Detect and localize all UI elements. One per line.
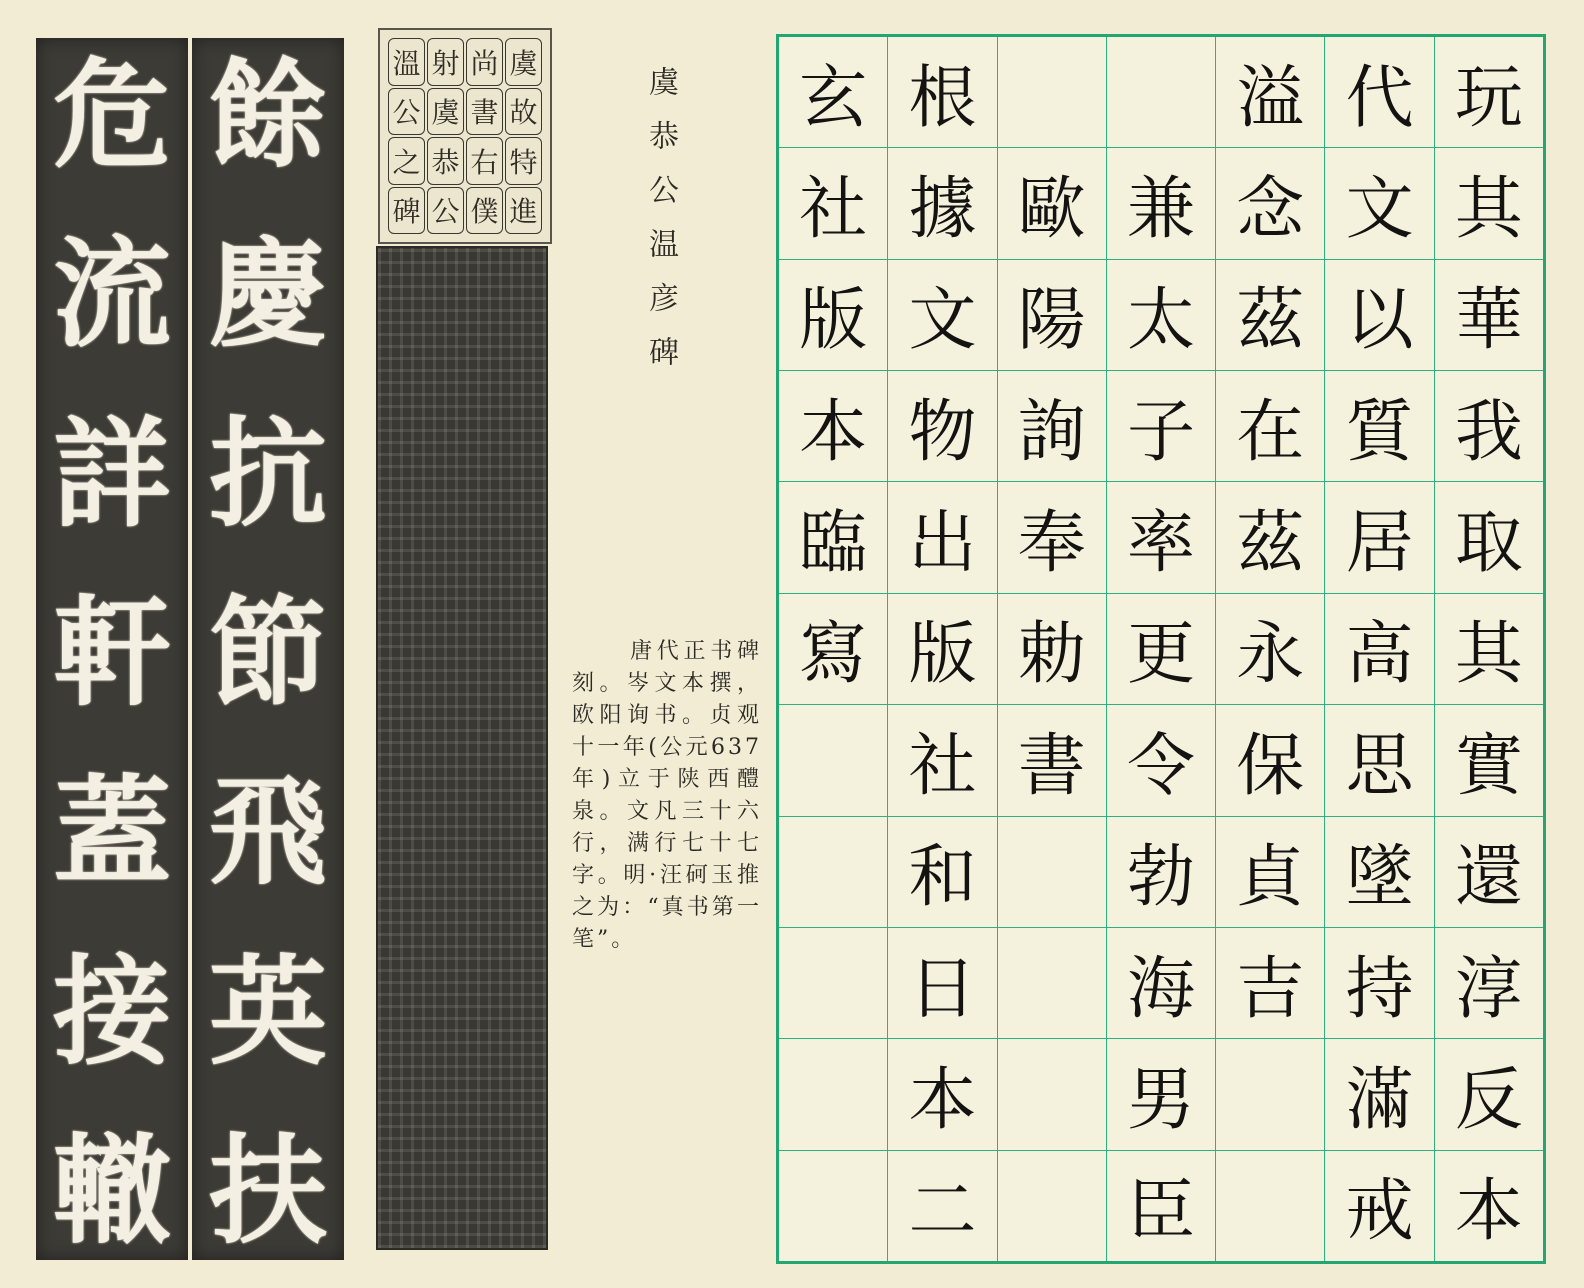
grid-cell: 念 — [1216, 147, 1324, 258]
grid-cell: 在 — [1216, 370, 1324, 481]
grid-cell: 太 — [1107, 259, 1215, 370]
grid-cell — [779, 1038, 887, 1149]
grid-cell: 勅 — [998, 593, 1106, 704]
grid-cell — [779, 1150, 887, 1261]
grid-cell — [779, 704, 887, 815]
grid-cell: 永 — [1216, 593, 1324, 704]
grid-cell: 更 — [1107, 593, 1215, 704]
grid-cell: 詢 — [998, 370, 1106, 481]
grid-cell: 玩 — [1454, 58, 1523, 138]
grid-cell: 文 — [1325, 147, 1433, 258]
seal-character: 溫 — [388, 38, 425, 86]
grid-cell: 戒 — [1325, 1150, 1433, 1261]
grid-cell: 勃 — [1107, 816, 1215, 927]
grid-cell: 其 — [1435, 147, 1543, 258]
rubbing-character: 危 — [52, 45, 171, 184]
grid-cell: 奉 — [998, 481, 1106, 592]
grid-cell: 吉 — [1216, 927, 1324, 1038]
grid-cell: 書 — [998, 704, 1106, 815]
rubbing-strip-right — [192, 38, 344, 1260]
grid-column — [1106, 37, 1215, 1261]
grid-cell — [1216, 1150, 1324, 1261]
grid-cell: 還 — [1435, 816, 1543, 927]
grid-cell — [779, 816, 887, 927]
grid-cell: 和 — [888, 816, 996, 927]
grid-cell: 思 — [1325, 704, 1433, 815]
grid-cell: 男 — [1107, 1038, 1215, 1149]
grid-cell: 代 — [1345, 58, 1414, 138]
grid-cell: 本 — [888, 1038, 996, 1149]
grid-cell — [1216, 1038, 1324, 1149]
grid-cell: 物 — [888, 370, 996, 481]
grid-cell: 我 — [1435, 370, 1543, 481]
caption-body: 唐代正书碑刻。岑文本撰，欧阳询书。贞观十一年(公元637年)立于陕西醴泉。文凡三十六行，满行七十七字。明·汪砢玉推之为：“真书第一笔”。 — [572, 639, 762, 952]
seal-character: 恭 — [427, 137, 464, 185]
grid-cell: 本 — [779, 370, 887, 481]
grid-cell: 社 — [888, 704, 996, 815]
grid-cell: 文 — [888, 259, 996, 370]
grid-cell: 子 — [1107, 370, 1215, 481]
seal-character: 右 — [466, 137, 503, 185]
grid-column — [779, 37, 887, 1261]
grid-cell: 出 — [888, 481, 996, 592]
grid-cell: 保 — [1216, 704, 1324, 815]
stele-seal-head — [378, 28, 552, 244]
grid-cell: 版 — [779, 259, 887, 370]
seal-character: 公 — [388, 88, 425, 136]
grid-cell: 貞 — [1216, 816, 1324, 927]
grid-cell: 茲 — [1216, 481, 1324, 592]
rubbing-character: 英 — [208, 941, 327, 1081]
grid-cell: 滿 — [1325, 1038, 1433, 1149]
rubbing-character: 接 — [52, 941, 171, 1081]
rubbing-character: 慶 — [208, 224, 327, 364]
grid-cell — [998, 927, 1106, 1038]
grid-cell: 溢 — [1236, 58, 1305, 138]
grid-cell: 令 — [1107, 704, 1215, 815]
grid-column — [1434, 37, 1543, 1261]
grid-cell: 其 — [1435, 593, 1543, 704]
grid-cell: 以 — [1325, 259, 1433, 370]
grid-cell: 據 — [888, 147, 996, 258]
rubbing-character: 流 — [52, 224, 171, 364]
grid-column — [1324, 37, 1433, 1261]
grid-cell — [998, 816, 1106, 927]
grid-cell: 取 — [1435, 481, 1543, 592]
grid-cell: 質 — [1325, 370, 1433, 481]
grid-cell: 陽 — [998, 259, 1106, 370]
seal-character: 虞 — [427, 88, 464, 136]
grid-cell: 率 — [1107, 481, 1215, 592]
seal-character: 射 — [427, 38, 464, 86]
rubbing-character: 軒 — [52, 582, 171, 722]
practice-grid — [776, 34, 1546, 1264]
grid-cell — [779, 927, 887, 1038]
seal-character: 僕 — [466, 187, 503, 235]
grid-cell: 社 — [779, 147, 887, 258]
grid-column — [1215, 37, 1324, 1261]
grid-cell — [998, 37, 1106, 147]
grid-cell: 本 — [1435, 1150, 1543, 1261]
grid-cell — [998, 1038, 1106, 1149]
grid-column — [997, 37, 1106, 1261]
seal-character: 進 — [505, 187, 542, 235]
seal-character: 虞 — [505, 38, 542, 86]
grid-cell: 寫 — [779, 593, 887, 704]
rubbing-character: 節 — [208, 582, 327, 722]
grid-cell: 二 — [888, 1150, 996, 1261]
grid-cell: 臨 — [779, 481, 887, 592]
grid-cell — [1107, 37, 1215, 147]
rubbing-character: 飛 — [208, 762, 327, 902]
grid-cell: 反 — [1435, 1038, 1543, 1149]
rubbing-character: 扶 — [208, 1120, 327, 1260]
grid-cell: 實 — [1435, 704, 1543, 815]
rubbing-character: 轍 — [52, 1120, 171, 1260]
seal-character: 之 — [388, 137, 425, 185]
grid-cell: 墜 — [1325, 816, 1433, 927]
seal-character: 尚 — [466, 38, 503, 86]
seal-character: 書 — [466, 88, 503, 136]
grid-cell — [998, 1150, 1106, 1261]
grid-cell: 淳 — [1435, 927, 1543, 1038]
grid-cell: 日 — [888, 927, 996, 1038]
grid-cell: 高 — [1325, 593, 1433, 704]
grid-cell: 臣 — [1107, 1150, 1215, 1261]
rubbing-character: 餘 — [208, 45, 327, 184]
grid-cell: 海 — [1107, 927, 1215, 1038]
grid-cell: 版 — [888, 593, 996, 704]
grid-cell: 茲 — [1216, 259, 1324, 370]
seal-character: 特 — [505, 137, 542, 185]
caption-title: 虞恭公温彦碑 — [643, 66, 678, 390]
grid-cell: 根 — [908, 58, 977, 138]
grid-cell: 居 — [1325, 481, 1433, 592]
grid-cell: 玄 — [799, 58, 868, 138]
grid-cell: 兼 — [1107, 147, 1215, 258]
grid-column — [887, 37, 996, 1261]
seal-character: 公 — [427, 187, 464, 235]
rubbing-character: 詳 — [52, 403, 171, 543]
grid-cell: 歐 — [998, 147, 1106, 258]
rubbing-character: 蓋 — [52, 762, 171, 902]
rubbing-character: 抗 — [208, 403, 327, 543]
grid-cell: 持 — [1325, 927, 1433, 1038]
rubbing-strip-left — [36, 38, 188, 1260]
seal-character: 故 — [505, 88, 542, 136]
grid-cell: 華 — [1435, 259, 1543, 370]
seal-character: 碑 — [388, 187, 425, 235]
stele-rubbing-image — [376, 246, 548, 1250]
